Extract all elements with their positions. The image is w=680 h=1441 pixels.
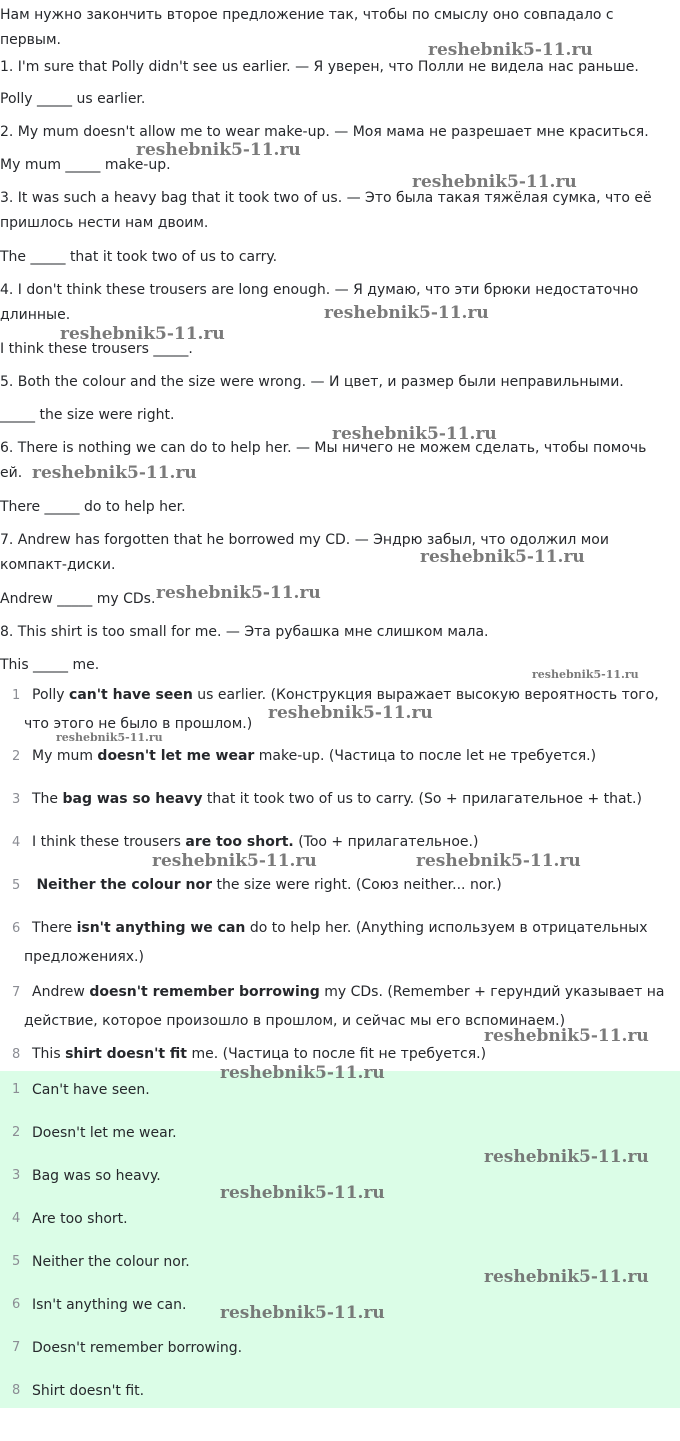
watermark: reshebnik5-11.ru [156, 583, 321, 603]
answer-number: 2 [12, 749, 21, 764]
watermark: reshebnik5-11.ru [268, 703, 433, 723]
short-answer-item: 6 Isn't anything we can. [12, 1297, 187, 1313]
short-answer-item: 7 Doesn't remember borrowing. [12, 1340, 243, 1356]
short-answer-item: 5 Neither the colour nor. [12, 1254, 190, 1270]
answer-highlight: isn't anything we can [76, 920, 246, 936]
short-answer-item: 1 Can't have seen. [12, 1082, 150, 1098]
watermark: reshebnik5-11.ru [420, 547, 585, 567]
exercise-sentence: 6. There is nothing we can do to help her. — Мы ничего не можем сделать, чтобы помочь ей. [0, 440, 647, 481]
exercise-prompt: Andrew _____ my CDs. [0, 591, 156, 607]
exercise-prompt: My mum _____ make-up. [0, 157, 171, 173]
exercise-sentence: 8. This shirt is too small for me. — Эта рубашка мне слишком мала. [0, 624, 489, 640]
short-answer-item: 8 Shirt doesn't fit. [12, 1383, 145, 1399]
watermark: reshebnik5-11.ru [220, 1063, 385, 1083]
answer-text: My mum doesn't let me wear make-up. (Частица to после let не требуется.) [32, 748, 597, 764]
exercise-sentence: 7. Andrew has forgotten that he borrowed my CD. — Эндрю забыл, что одолжил мои компакт-диски. [0, 532, 609, 573]
answer-number: 7 [12, 985, 21, 1000]
answer-highlight: doesn't remember borrowing [89, 984, 320, 1000]
answer-number: 8 [12, 1047, 21, 1062]
answer-highlight: can't have seen [69, 687, 193, 703]
exercise-prompt: This _____ me. [0, 657, 100, 673]
answer-number: 6 [12, 921, 21, 936]
exercise-sentence: 5. Both the colour and the size were wrong. — И цвет, и размер были неправильными. [0, 374, 624, 390]
exercise-prompt: _____ the size were right. [0, 407, 175, 423]
short-answers-panel [0, 1071, 680, 1408]
answer-text: Polly can't have seen us earlier. (Конструкция выражает высокую вероятность того, что этого не было в прошлом.) [24, 687, 659, 732]
answer-highlight: doesn't let me wear [97, 748, 255, 764]
answer-highlight: Neither the colour nor [36, 877, 212, 893]
exercise-sentence: 3. It was such a heavy bag that it took two of us. — Это была такая тяжёлая сумка, что её пришлось нести нам двоим. [0, 190, 652, 231]
answer-text: Andrew doesn't remember borrowing my CDs. (Remember + герундий указывает на действие, которое произошло в прошлом, и сейчас мы его вспоминаем.) [24, 984, 665, 1029]
watermark: reshebnik5-11.ru [32, 463, 197, 483]
watermark: reshebnik5-11.ru [60, 324, 225, 344]
answer-highlight: shirt doesn't fit [65, 1046, 187, 1062]
answer-text: I think these trousers are too short. (Too + прилагательное.) [32, 834, 479, 850]
short-answer-item: 2 Doesn't let me wear. [12, 1125, 177, 1141]
exercise-sentence: 4. I don't think these trousers are long enough. — Я думаю, что эти брюки недостаточно длинные. [0, 282, 639, 323]
short-answer-item: 4 Are too short. [12, 1211, 128, 1227]
watermark: reshebnik5-11.ru [332, 424, 497, 444]
watermark: reshebnik5-11.ru [136, 140, 301, 160]
watermark: reshebnik5-11.ru [484, 1267, 649, 1287]
answer-text: This shirt doesn't fit me. (Частица to после fit не требуется.) [32, 1046, 487, 1062]
answer-highlight: bag was so heavy [62, 791, 203, 807]
watermark: reshebnik5-11.ru [412, 172, 577, 192]
answer-number: 3 [12, 792, 21, 807]
watermark: reshebnik5-11.ru [484, 1147, 649, 1167]
answer-text: There isn't anything we can do to help her. (Anything используем в отрицательных предложениях.) [24, 920, 648, 965]
answer-text: The bag was so heavy that it took two of us to carry. (So + прилагательное + that.) [32, 791, 642, 807]
answer-text: Neither the colour nor the size were right. (Союз neither... nor.) [36, 877, 502, 893]
watermark: reshebnik5-11.ru [152, 851, 317, 871]
exercise-prompt: The _____ that it took two of us to carry. [0, 249, 278, 265]
intro-text: Нам нужно закончить второе предложение так, чтобы по смыслу оно совпадало с первым. [0, 7, 614, 48]
watermark: reshebnik5-11.ru [428, 40, 593, 60]
watermark: reshebnik5-11.ru [324, 303, 489, 323]
exercise-prompt: There _____ do to help her. [0, 499, 186, 515]
watermark: reshebnik5-11.ru [220, 1303, 385, 1323]
answer-number: 5 [12, 878, 21, 893]
answer-number: 4 [12, 835, 21, 850]
watermark: reshebnik5-11.ru [532, 668, 639, 681]
watermark: reshebnik5-11.ru [484, 1026, 649, 1046]
watermark: reshebnik5-11.ru [416, 851, 581, 871]
exercise-sentence: 2. My mum doesn't allow me to wear make-up. — Моя мама не разрешает мне краситься. [0, 124, 649, 140]
answer-number: 1 [12, 688, 21, 703]
exercise-sentence: 1. I'm sure that Polly didn't see us earlier. — Я уверен, что Полли не видела нас раньше. [0, 59, 639, 75]
answer-highlight: are too short. [185, 834, 294, 850]
watermark: reshebnik5-11.ru [220, 1183, 385, 1203]
short-answer-item: 3 Bag was so heavy. [12, 1168, 161, 1184]
exercise-prompt: Polly _____ us earlier. [0, 91, 146, 107]
exercise-prompt: I think these trousers _____. [0, 341, 193, 357]
watermark: reshebnik5-11.ru [56, 731, 163, 744]
